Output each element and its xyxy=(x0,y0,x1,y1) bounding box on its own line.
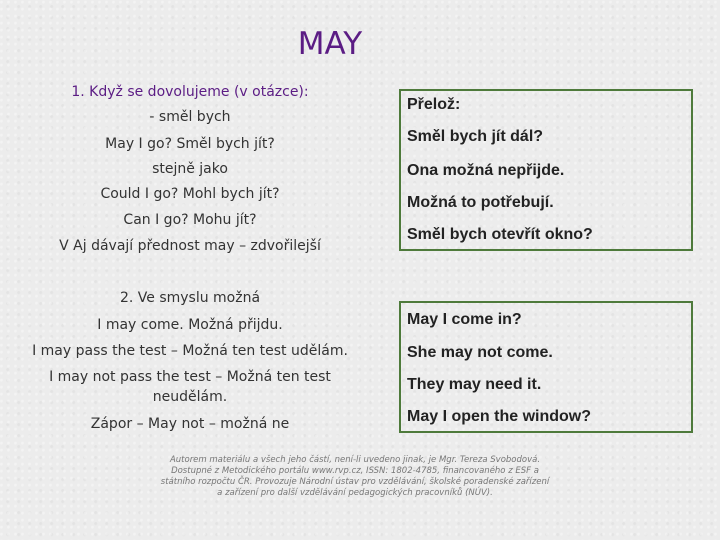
translate-item: Směl bych otevřít okno? xyxy=(407,226,593,243)
answer-item: May I come in? xyxy=(407,311,522,328)
translate-label: Přelož: xyxy=(407,96,461,113)
english-answer-box xyxy=(399,301,693,433)
footer-line: Dostupné z Metodického portálu www.rvp.cz, ISSN: 1802-4785, financovaného z ESF a xyxy=(171,466,539,476)
slide-title: MAY xyxy=(297,26,363,62)
section-possibility-heading: 2. Ve smyslu možná xyxy=(119,290,261,306)
translate-item: Směl bych jít dál? xyxy=(407,128,544,145)
section-possibility-line: neudělám. xyxy=(152,389,228,405)
answer-item: May I open the window? xyxy=(407,408,591,425)
section-permission-line: V Aj dávají přednost may – zdvořilejší xyxy=(59,238,321,254)
answer-item: They may need it. xyxy=(407,376,542,393)
footer-line: státního rozpočtu ČR. Provozuje Národní ústav pro vzdělávání, školské poradenské zařízení xyxy=(160,477,550,487)
copyright-footer xyxy=(150,455,560,499)
section-permission-heading: 1. Když se dovolujeme (v otázce): xyxy=(71,84,309,100)
section-possibility-line: Zápor – May not – možná ne xyxy=(90,416,290,432)
translate-item: Možná to potřebují. xyxy=(407,194,554,211)
section-permission-line: stejně jako xyxy=(152,161,228,177)
section-possibility-line: I may not pass the test – Možná ten test xyxy=(49,369,331,385)
section-permission-line: May I go? Směl bych jít? xyxy=(105,136,275,152)
translate-item: Ona možná nepřijde. xyxy=(407,162,565,179)
section-possibility-line: I may come. Možná přijdu. xyxy=(97,317,283,333)
section-permission-line: - směl bych xyxy=(149,109,231,125)
section-permission-line: Can I go? Mohu jít? xyxy=(123,212,257,228)
footer-line: Autorem materiálu a všech jeho částí, není-li uvedeno jinak, je Mgr. Tereza Svobodová. xyxy=(169,455,541,465)
section-permission-line: Could I go? Mohl bych jít? xyxy=(100,186,280,202)
translate-exercise-box xyxy=(399,89,693,251)
answer-item: She may not come. xyxy=(407,344,553,361)
section-possibility-line: I may pass the test – Možná ten test udělám. xyxy=(32,343,348,359)
footer-line: a zařízení pro další vzdělávání pedagogických pracovníků (NÚV). xyxy=(217,488,493,498)
